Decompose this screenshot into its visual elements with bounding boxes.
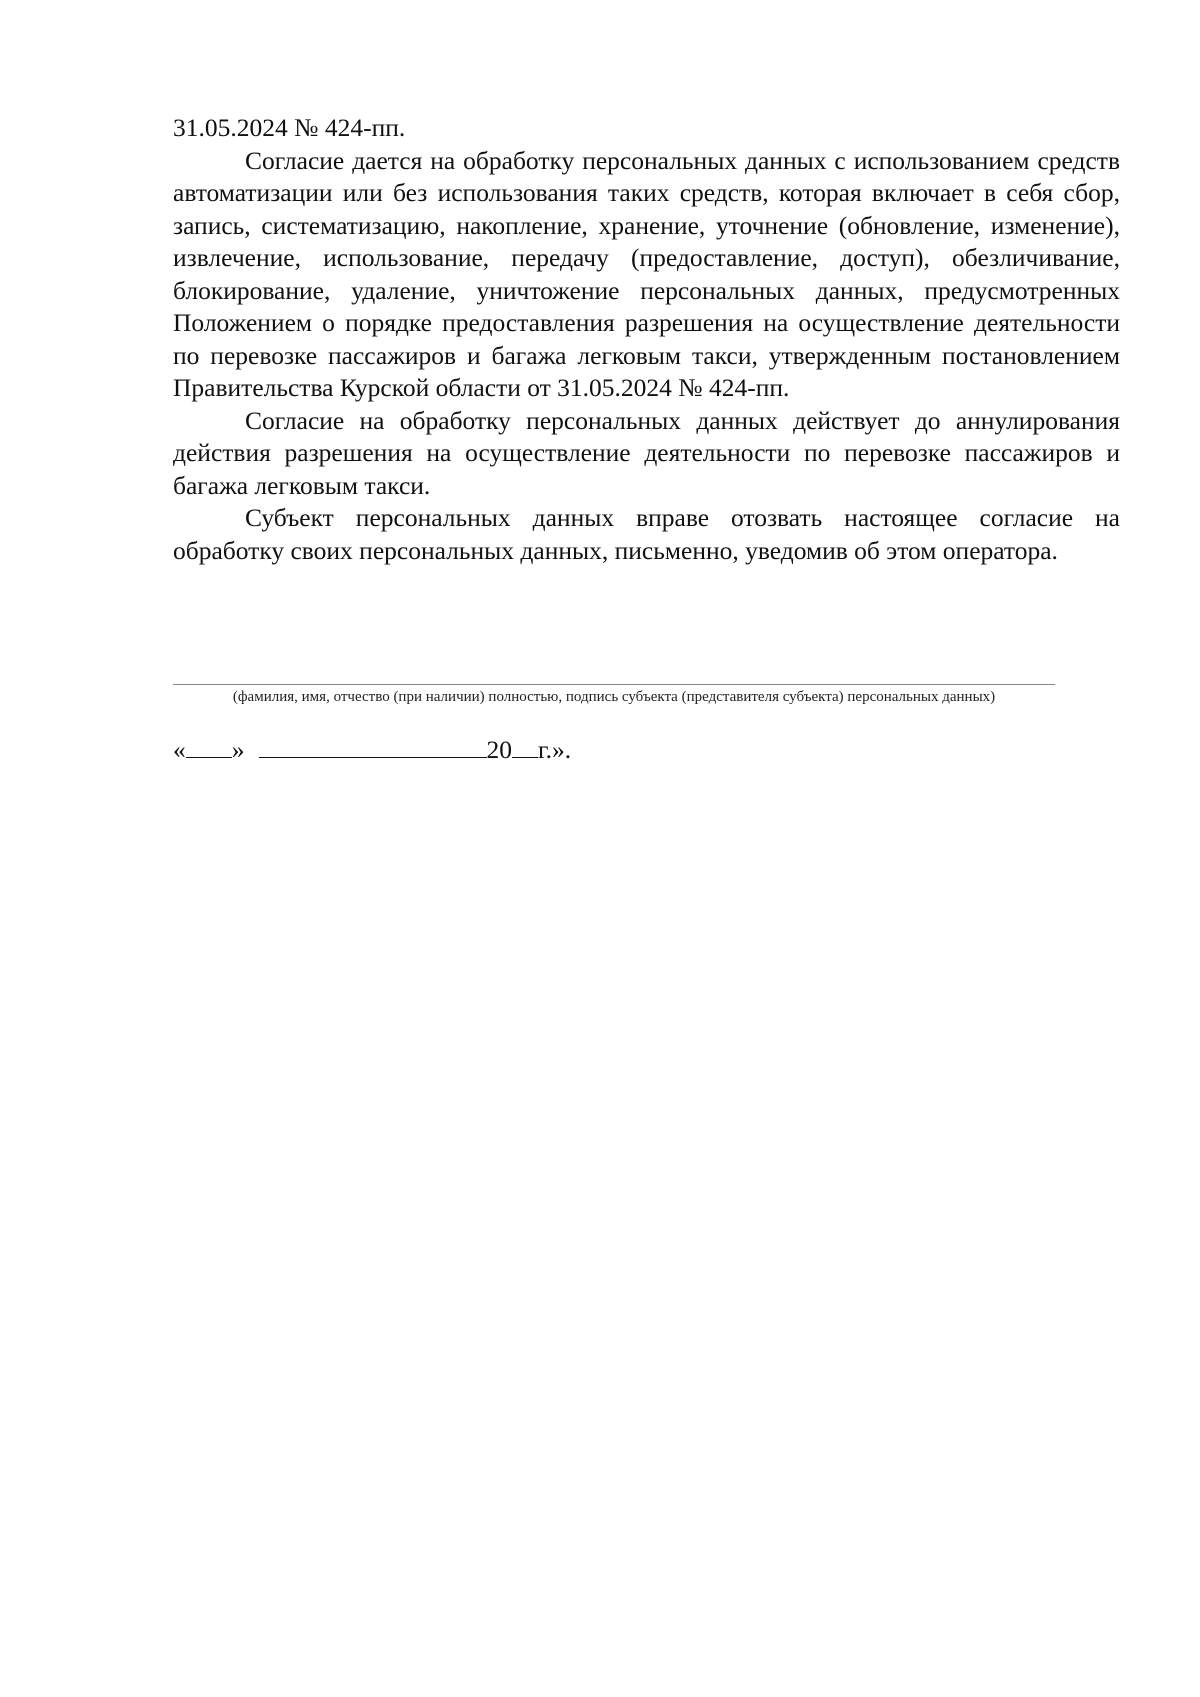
date-line bbox=[173, 734, 571, 766]
paragraph-consent-duration: Согласие на обработку персональных данных действует до аннулирования действия разрешения на осуществление деятельности по перевозке пассажиров и багажа легковым такси. bbox=[173, 405, 1120, 500]
date-year-prefix: 20 bbox=[486, 735, 512, 764]
signature-line bbox=[173, 684, 1055, 685]
paragraph-consent-scope: Согласие дается на обработку персональных данных с использованием средств автоматизации или без использования таких средств, которая включает в себя сбор, запись, систематизацию, накопление, хранение, уточнение (обновление, изменение), извлечение, использование, передачу (предоставление, доступ), обезличивание, блокирование, удаление, уничтожение персональных данных, предусмотренных Положением о порядке предоставления разрешения на осуществление деятельности по перевозке пассажиров и багажа легковым такси, утвержденным постановлением Правительства Курской области от 31.05.2024 № 424-пп. bbox=[173, 145, 1120, 402]
document-body bbox=[173, 112, 1120, 567]
date-close-quote: » bbox=[231, 735, 245, 764]
date-day-blank bbox=[186, 735, 232, 758]
document-reference-line: 31.05.2024 № 424-пп. bbox=[173, 113, 406, 142]
date-open-quote: « bbox=[173, 735, 186, 764]
paragraph-consent-withdrawal: Субъект персональных данных вправе отозвать настоящее согласие на обработку своих персональных данных, письменно, уведомив об этом оператора. bbox=[173, 503, 1120, 565]
date-year-blank bbox=[512, 735, 538, 758]
date-month-blank bbox=[259, 735, 487, 758]
signature-caption: (фамилия, имя, отчество (при наличии) полностью, подпись субъекта (представителя субъекта) персональных данных) bbox=[232, 689, 996, 705]
date-suffix: г.». bbox=[538, 735, 572, 764]
signature-block bbox=[173, 684, 1055, 707]
